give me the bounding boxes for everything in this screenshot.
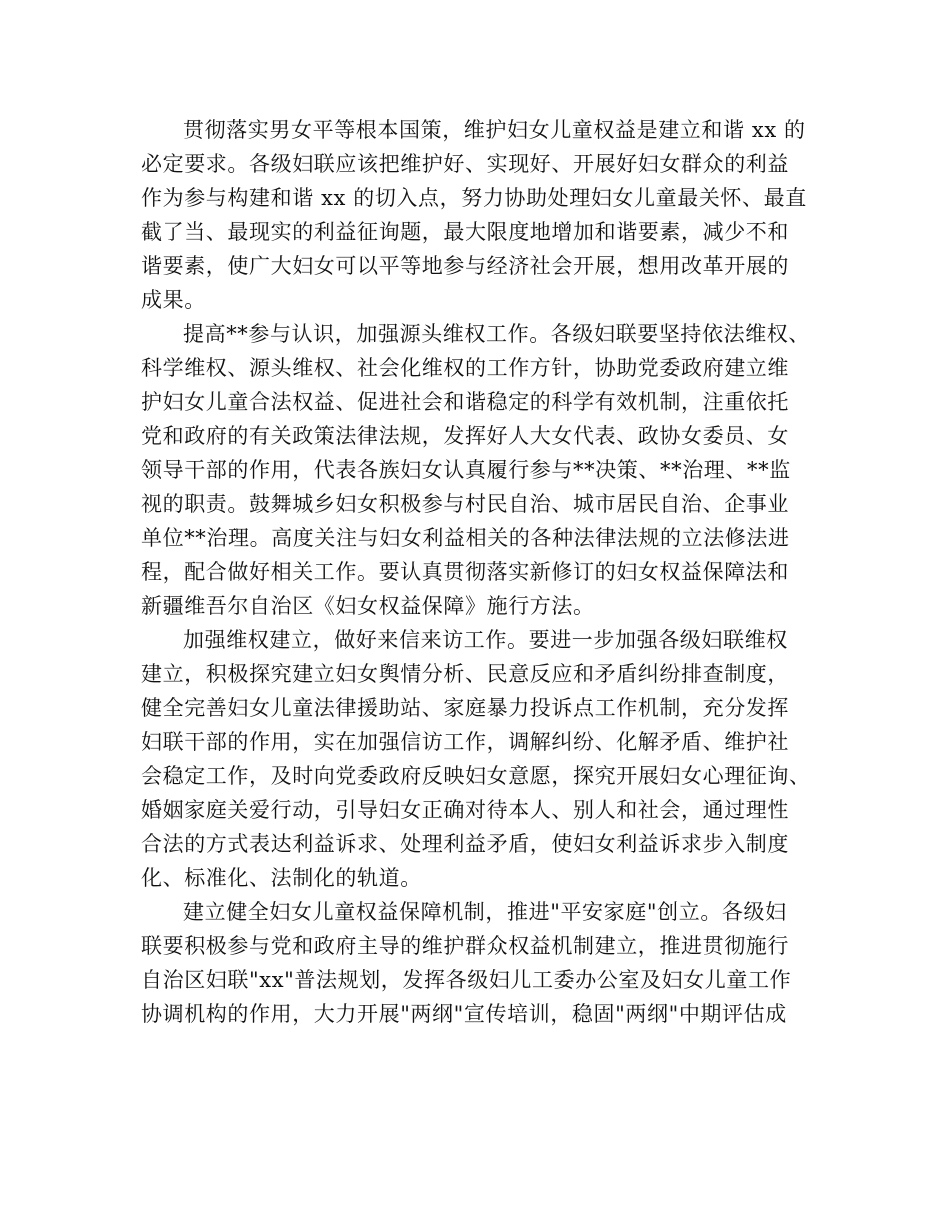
text-line: 谐要素，使广大妇女可以平等地参与经济社会开展，想用改革开展的 xyxy=(141,254,789,278)
document-body xyxy=(141,113,813,1031)
text-line: 健全完善妇女儿童法律援助站、家庭暴力投诉点工作机制，充分发挥 xyxy=(141,696,789,720)
paragraph-1 xyxy=(141,113,813,317)
text-line: 必定要求。各级妇联应该把维护好、实现好、开展好妇女群众的利益 xyxy=(141,152,789,176)
text-line: 贯彻落实男女平等根本国策，维护妇女儿童权益是建立和谐 xx 的 xyxy=(183,118,806,142)
text-line: 提高**参与认识，加强源头维权工作。各级妇联要坚持依法维权、 xyxy=(183,322,810,346)
text-line: 截了当、最现实的利益征询题，最大限度地增加和谐要素，减少不和 xyxy=(141,220,789,244)
text-line: 妇联干部的作用，实在加强信访工作，调解纠纷、化解矛盾、维护社 xyxy=(141,730,789,754)
text-line: 作为参与构建和谐 xx 的切入点，努力协助处理妇女儿童最关怀、最直 xyxy=(141,186,807,210)
text-line: 科学维权、源头维权、社会化维权的工作方针，协助党委政府建立维 xyxy=(141,356,789,380)
text-line: 护妇女儿童合法权益、促进社会和谐稳定的科学有效机制，注重依托 xyxy=(141,390,789,414)
text-line: 党和政府的有关政策法律法规，发挥好人大女代表、政协女委员、女 xyxy=(141,424,789,448)
text-line: 新疆维吾尔自治区《妇女权益保障》施行方法。 xyxy=(141,594,595,618)
text-line: 建立健全妇女儿童权益保障机制，推进"平安家庭"创立。各级妇 xyxy=(183,900,787,924)
text-line: 会稳定工作，及时向党委政府反映妇女意愿，探究开展妇女心理征询、 xyxy=(141,764,811,788)
text-line: 婚姻家庭关爱行动，引导妇女正确对待本人、别人和社会，通过理性 xyxy=(141,798,789,822)
text-line: 领导干部的作用，代表各族妇女认真履行参与**决策、**治理、**监 xyxy=(141,458,791,482)
text-line: 单位**治理。高度关注与妇女利益相关的各种法律法规的立法修法进 xyxy=(141,526,790,550)
text-line: 自治区妇联"xx"普法规划，发挥各级妇儿工委办公室及妇女儿童工作 xyxy=(141,968,792,992)
text-line: 视的职责。鼓舞城乡妇女积极参与村民自治、城市居民自治、企事业 xyxy=(141,492,789,516)
text-line: 联要积极参与党和政府主导的维护群众权益机制建立，推进贯彻施行 xyxy=(141,934,789,958)
text-line: 协调机构的作用，大力开展"两纲"宣传培训，稳固"两纲"中期评估成 xyxy=(141,1002,787,1026)
text-line: 合法的方式表达利益诉求、处理利益矛盾，使妇女利益诉求步入制度 xyxy=(141,832,789,856)
paragraph-2 xyxy=(141,317,813,623)
text-line: 程，配合做好相关工作。要认真贯彻落实新修订的妇女权益保障法和 xyxy=(141,560,789,584)
text-line: 成果。 xyxy=(141,288,206,312)
text-line: 化、标准化、法制化的轨道。 xyxy=(141,866,422,890)
text-line: 加强维权建立，做好来信来访工作。要进一步加强各级妇联维权 xyxy=(183,628,788,652)
paragraph-3 xyxy=(141,623,813,895)
text-line: 建立，积极探究建立妇女舆情分析、民意反应和矛盾纠纷排查制度， xyxy=(141,662,789,686)
paragraph-4 xyxy=(141,895,813,1031)
